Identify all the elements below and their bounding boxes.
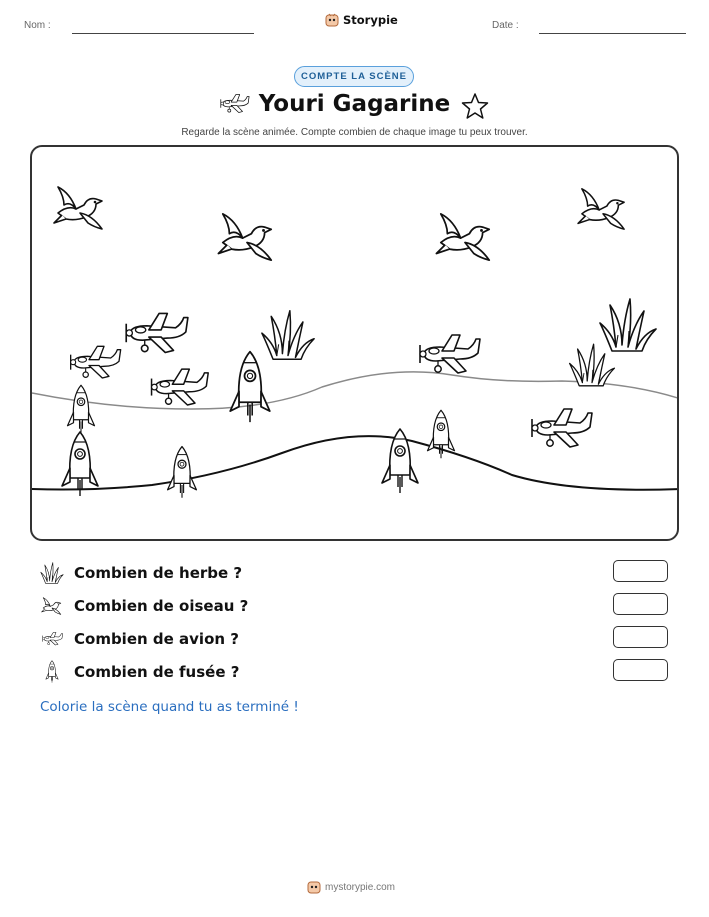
storypie-logo-icon <box>325 13 339 27</box>
grass-2 <box>600 299 656 351</box>
question-text: Combien de avion ? <box>74 630 239 648</box>
plane-3 <box>152 369 209 405</box>
name-label: Nom : <box>24 20 51 31</box>
bird-3 <box>436 214 489 260</box>
bird-icon <box>40 594 64 618</box>
coloring-instruction: Colorie la scène quand tu as terminé ! <box>40 699 299 715</box>
storypie-logo-icon <box>307 880 321 894</box>
footer <box>307 880 395 894</box>
plane-4 <box>420 335 480 373</box>
instructions: Regarde la scène animée. Compte combien de chaque image tu peux trouver. <box>181 127 528 138</box>
rocket-5 <box>382 429 418 493</box>
rocket-3 <box>62 432 98 496</box>
plane-1 <box>126 313 188 352</box>
bird-2 <box>218 214 271 260</box>
question-text: Combien de oiseau ? <box>74 597 249 615</box>
rocket-1 <box>230 352 270 422</box>
bird-4 <box>578 189 624 229</box>
grass-3 <box>570 344 615 386</box>
plane-2 <box>71 346 121 378</box>
bird-1 <box>54 187 102 229</box>
footer-url: mystorypie.com <box>325 881 396 893</box>
question-grass <box>40 559 242 587</box>
answer-box-rocket[interactable] <box>613 659 668 681</box>
airplane-icon <box>40 627 64 651</box>
page-title: Youri Gagarine <box>258 91 451 117</box>
scene-frame <box>30 145 679 541</box>
star-icon <box>461 92 489 120</box>
answer-box-bird[interactable] <box>613 593 668 615</box>
name-line[interactable] <box>72 33 254 34</box>
answer-box-airplane[interactable] <box>613 626 668 648</box>
date-label: Date : <box>492 20 519 31</box>
answer-box-grass[interactable] <box>613 560 668 582</box>
rocket-6 <box>428 410 455 458</box>
scene-drawing <box>32 147 679 541</box>
plane-5 <box>532 409 592 447</box>
question-airplane <box>40 625 239 653</box>
grass-icon <box>40 561 64 585</box>
question-bird <box>40 592 248 620</box>
brand-logo <box>325 13 398 27</box>
brand-name: Storypie <box>343 13 398 27</box>
rocket-icon <box>40 660 64 684</box>
rocket-4 <box>168 447 197 498</box>
front-hill-line <box>32 436 679 490</box>
question-text: Combien de herbe ? <box>74 564 243 582</box>
rocket-2 <box>68 385 95 433</box>
grass-1 <box>262 311 314 360</box>
question-text: Combien de fusée ? <box>74 663 240 681</box>
question-rocket <box>40 658 239 686</box>
activity-badge: COMPTE LA SCÈNE <box>294 66 414 87</box>
date-line[interactable] <box>539 33 686 34</box>
